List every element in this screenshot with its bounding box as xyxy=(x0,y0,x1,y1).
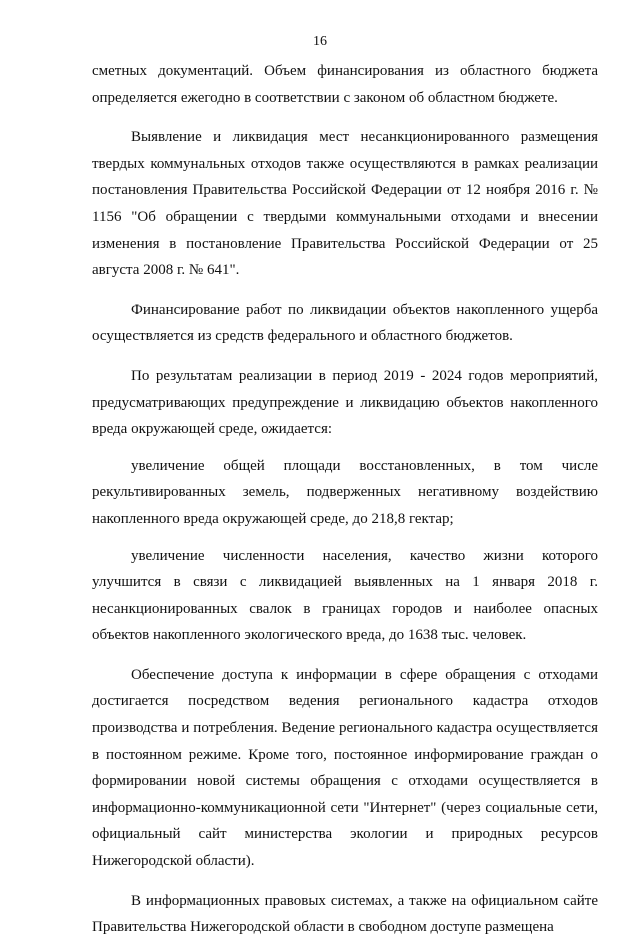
paragraph-population: увеличение численности населения, качество жизни которого улучшится в связи с ликвидацией выявленных на 1 января 2018 г. несанкционированных свалок в границах городов и наиболее опасных объектов накопленного экологического вреда, до 1638 тыс. человек. xyxy=(92,547,598,644)
paragraph-information-access: Обеспечение доступа к информации в сфере обращения с отходами достигается посредством ведения регионального кадастра отходов производства и потребления. Ведение регионального кадастра осуществляется в постоянном режиме. Кроме того, постоянное информирование граждан о формировании новой системы обращения с отходами осуществляется в информационно-коммуникационной сети "Интернет" (через социальные сети, официальный сайт министерства экологии и природных ресурсов Нижегородской области). xyxy=(92,666,598,870)
paragraph-land-restoration: увеличение общей площади восстановленных, в том числе рекультивированных земель, подверженных негативному воздействию накопленного вреда окружающей среде, до 218,8 гектар; xyxy=(92,457,598,527)
page-number: 16 xyxy=(313,34,327,49)
paragraph-expected-results: По результатам реализации в период 2019 - 2024 годов мероприятий, предусматривающих предупреждение и ликвидацию объектов накопленного вреда окружающей среде, ожидается: xyxy=(92,367,598,438)
paragraph-legal-systems: В информационных правовых системах, а также на официальном сайте Правительства Нижегородской области в свободном доступе размещена xyxy=(92,892,598,936)
paragraph-financing: Финансирование работ по ликвидации объектов накопленного ущерба осуществляется из средств федерального и областного бюджетов. xyxy=(92,301,598,345)
document-body xyxy=(92,58,598,941)
paragraph-unauthorized-dumps: Выявление и ликвидация мест несанкционированного размещения твердых коммунальных отходов также осуществляются в рамках реализации постановления Правительства Российской Федерации от 12 ноября 2016 г. № 1156 "Об обращении с твердыми коммунальными отходами и внесении изменения в постановление Правительства Российской Федерации от 25 августа 2008 г. № 641". xyxy=(92,129,598,279)
paragraph-budget-continuation: сметных документаций. Объем финансирования из областного бюджета определяется ежегодно в соответствии с законом об областном бюджете. xyxy=(92,63,598,106)
